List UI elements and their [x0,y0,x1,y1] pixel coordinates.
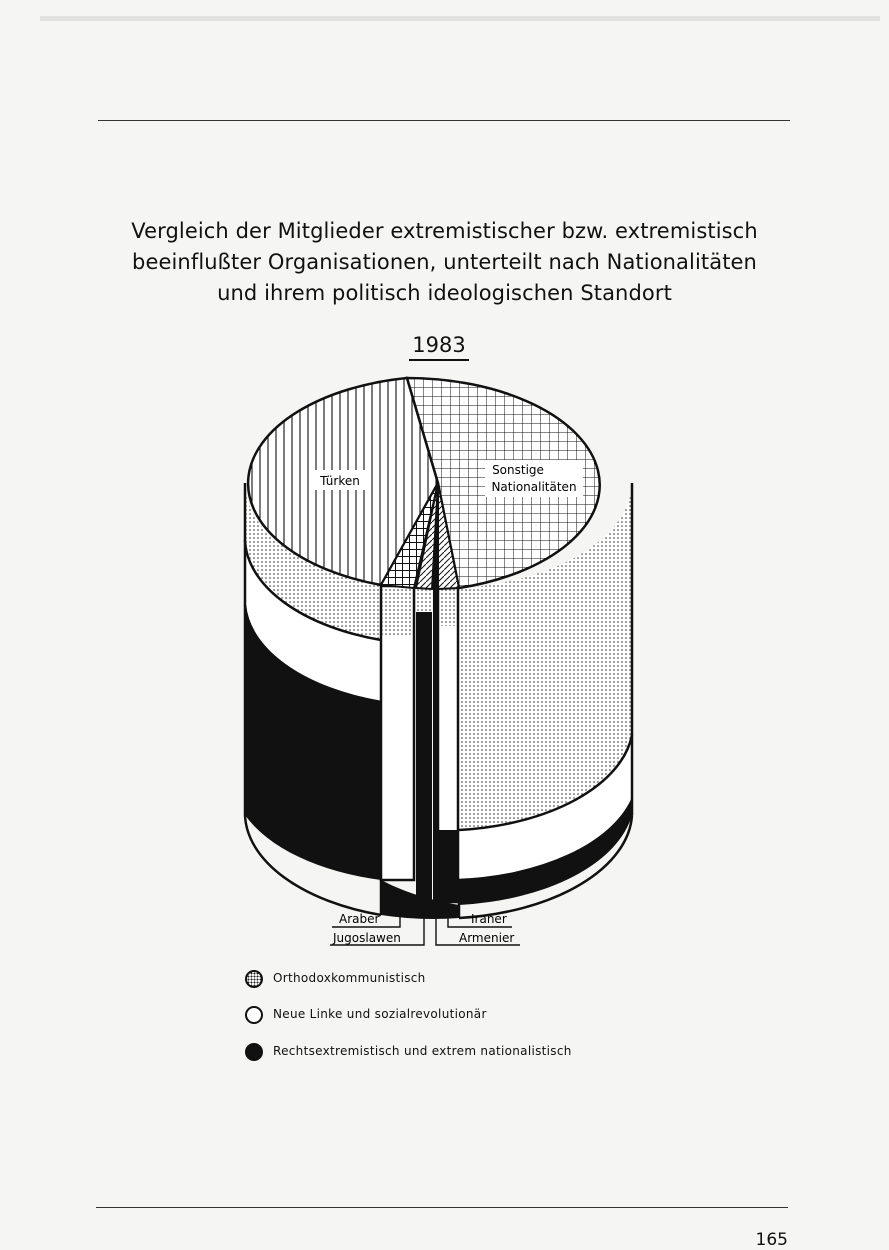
label-jugoslawen: Jugoslawen [333,931,401,945]
bottom-rule [96,1207,788,1208]
strip-iraner-dotted [438,586,458,626]
label-iraner: Iraner [471,912,507,926]
legend-label: Orthodoxkommunistisch [273,971,426,985]
strip-iraner-white [438,626,458,830]
black-circle-icon [245,1043,263,1061]
strip-jugoslawen-black [416,612,432,902]
white-circle-icon [245,1006,263,1024]
tuerken-label: Türken [320,474,360,488]
strip-araber-white [381,636,414,880]
strip-armenier-black [433,586,437,902]
top-rule [98,120,790,121]
chart-year: 1983 [409,333,469,361]
title-line-3: und ihrem politisch ideologischen Standort [217,281,672,305]
label-armenier: Armenier [459,931,515,945]
sonstige-label-line2: Nationalitäten [491,480,577,494]
title-line-1: Vergleich der Mitglieder extremistischer bzw. extremistisch [131,219,758,243]
strip-araber-dotted [381,586,414,636]
sonstige-label-line1: Sonstige [492,463,544,477]
strip-jugoslawen-dotted [416,586,432,612]
page-number: 165 [755,1230,788,1250]
dotted-circle-icon [245,970,263,988]
front-strips [381,586,458,902]
scan-artifact [40,16,880,21]
page-title [0,216,889,309]
strip-iraner-black [438,830,458,902]
legend-label: Neue Linke und sozialrevolutionär [273,1007,487,1021]
label-araber: Araber [339,912,380,926]
legend-label: Rechtsextremistisch und extrem nationalistisch [273,1044,572,1058]
cylinder-pie-chart [0,360,889,960]
title-line-2: beeinflußter Organisationen, unterteilt nach Nationalitäten [132,250,757,274]
